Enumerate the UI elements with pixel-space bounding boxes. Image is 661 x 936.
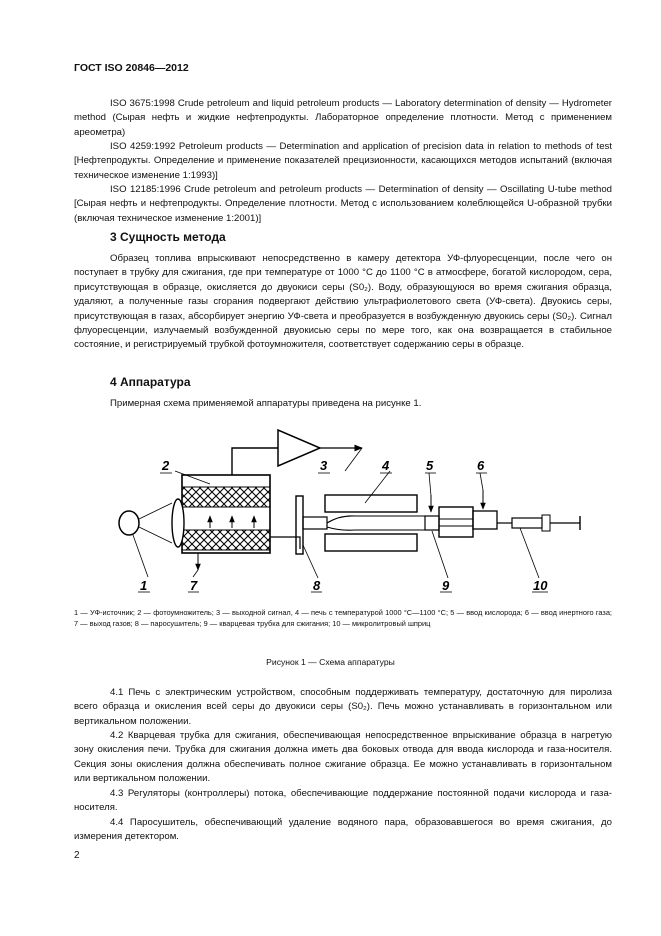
- label-leaders: [133, 448, 548, 592]
- reference-iso-4259: ISO 4259:1992 Petroleum products — Determination and application of precision data in relation to methods of test [Нефтепродукты. Определение и применение показателей прецизионности, касающихся методов испытаний (включая техническое изменение 1:1993)]: [74, 141, 612, 181]
- label-5: 5: [426, 458, 434, 473]
- section-3-text: Образец топлива впрыскивают непосредственно в камеру детектора УФ-флуоресценции, после чего он поступает в трубку для сжигания, где при температуре от 1000 °С до 1100 °С в атмосфере, богатой кислородом, сера, присутствующая в образце, окисляется до двуокиси серы (S0₂). Воду, образующуюся во время сжигания образца, удаляют, а полученные газы сгорания подвергают действию ультрафиолетового света (УФ-света). Двуокись серы, присутствующая в газах, абсорбирует энергию УФ-света и преобразуется в возбужденную двуокись серы (S0₂). Сигнал флуоресценции, излучаемый возбужденной двуокисью серы по мере того, как она возвращается в стабильное состояние, и регистрируемый трубкой фотоумножителя, соответствует содержанию серы в образце.: [74, 253, 612, 351]
- label-1: 1: [140, 578, 148, 593]
- section-4-intro: Примерная схема применяемой аппаратуры приведена на рисунке 1.: [110, 398, 422, 409]
- label-9: 9: [442, 578, 450, 593]
- label-4: 4: [382, 458, 390, 473]
- quartz-tube: [327, 490, 497, 537]
- uv-source: [119, 503, 172, 543]
- document-header: ГОСТ ISO 20846—2012: [74, 62, 189, 74]
- microliter-syringe: [497, 515, 580, 531]
- label-2: 2: [162, 458, 170, 473]
- reference-iso-3675: ISO 3675:1998 Crude petroleum and liquid petroleum products — Laboratory determination of density — Hydrometer method (Сырая нефть и жидкие нефтепродукты. Лабораторное определение плотности. Метод с применением ареометра): [74, 98, 612, 138]
- photomultiplier: [172, 475, 270, 570]
- figure-caption: Рисунок 1 — Схема аппаратуры: [266, 657, 395, 667]
- item-4-3: 4.3 Регуляторы (контроллеры) потока, обеспечивающие поддержание постоянной подачи кислорода и газа-носителя.: [74, 788, 612, 814]
- section-4-title: 4 Аппаратура: [110, 375, 191, 389]
- label-10: 10: [533, 578, 548, 593]
- label-6: 6: [477, 458, 485, 473]
- item-4-4: 4.4 Паросушитель, обеспечивающий удаление водяного пара, образовавшегося во время сжигания, до измерения детектором.: [74, 817, 612, 843]
- label-8: 8: [313, 578, 321, 593]
- furnace: [325, 495, 417, 551]
- label-3: 3: [320, 458, 328, 473]
- figure-legend: 1 — УФ-источник; 2 — фотоумножитель; 3 — выходной сигнал, 4 — печь с температурой 1000 °С—1100 °С; 5 — ввод кислорода; 6 — ввод инертного газа; 7 — выход газов; 8 — паросушитель; 9 — кварцевая трубка для сжигания; 10 — микролитровый шприц: [74, 608, 612, 628]
- reference-iso-12185: ISO 12185:1996 Crude petroleum and petroleum products — Determination of density — Oscillating U-tube method [Сырая нефть и нефтепродукты. Определение плотности. Метод с использованием колеблющейся U-образной трубки (включая техническое изменение 1:2001)]: [74, 184, 612, 224]
- vapor-dryer: [270, 496, 327, 554]
- section-3-title: 3 Сущность метода: [110, 230, 226, 244]
- label-7: 7: [190, 578, 198, 593]
- page-number: 2: [74, 850, 80, 861]
- item-4-2: 4.2 Кварцевая трубка для сжигания, обеспечивающая непосредственное впрыскивание образца в нагретую зону окисления печи. Трубка для сжигания должна иметь два боковых отвода для ввода кислорода и газа-носителя. Секция зоны окисления должна обеспечивать полное сжигание образца. Ее можно устанавливать в горизонтальном или вертикальном положении.: [74, 730, 612, 785]
- signal-amplifier: [232, 430, 362, 475]
- item-4-1: 4.1 Печь с электрическим устройством, способным поддерживать температуру, достаточную для пиролиза всего образца и окисления всей серы до двуокиси серы (S0₂). Печь можно устанавливать в горизонтальном или вертикальном положении.: [74, 687, 612, 727]
